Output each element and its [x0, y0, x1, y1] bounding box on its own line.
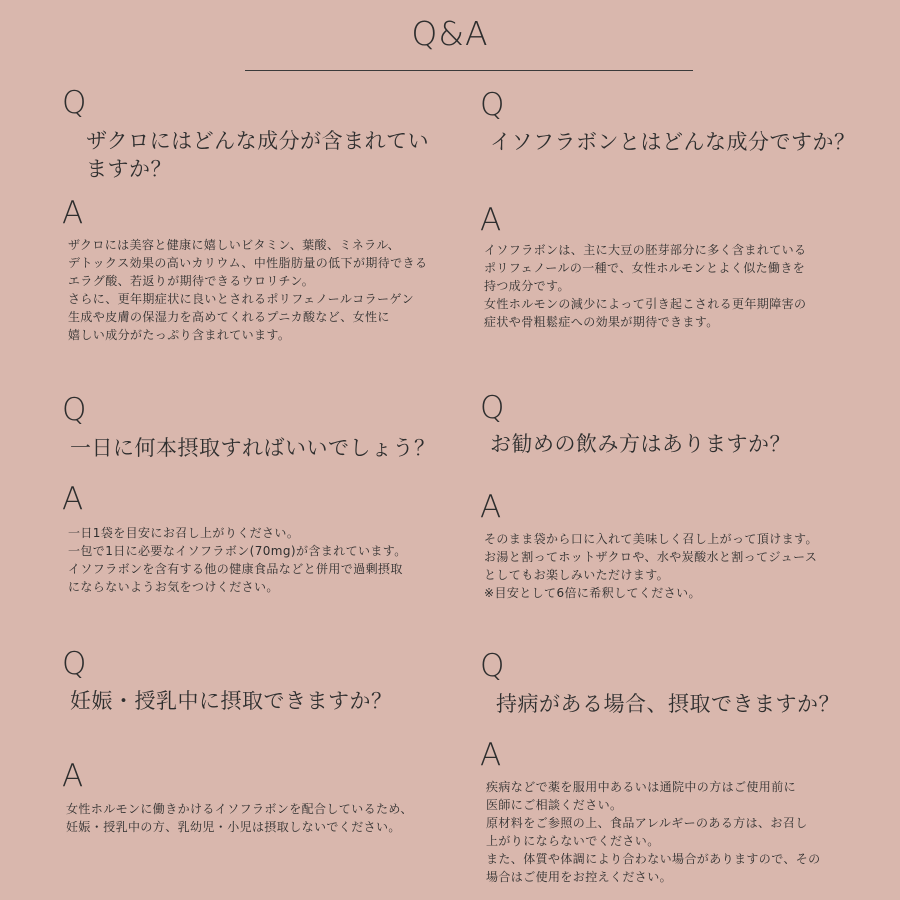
- answer-marker: A: [480, 202, 502, 238]
- answer-marker: A: [480, 737, 502, 773]
- answer-text: イソフラボンは、主に大豆の胚芽部分に多く含まれている ポリフェノールの一種で、女性ホルモンとよく似た働きを 持つ成分です。 女性ホルモンの減少によって引き起こされる更年期障害の 症状や骨粗鬆症への効果が期待できます。: [484, 243, 807, 329]
- question-text: ザクロにはどんな成分が含まれていますか？: [86, 129, 430, 181]
- answer-text: そのまま袋から口に入れて美味しく召し上がって頂けます。 お湯と割ってホットザクロや、水や炭酸水と割ってジュース としてもお楽しみいただけます。 ※目安として6倍に希釈してください。: [484, 532, 818, 600]
- question-text: お勧めの飲み方はありますか？: [490, 432, 791, 456]
- question-marker: Q: [62, 646, 87, 682]
- question-text: 一日に何本摂取すればいいでしょう？: [70, 436, 436, 460]
- question-marker: Q: [480, 87, 505, 123]
- question-text: 持病がある場合、摂取できますか？: [496, 692, 840, 716]
- page-title: Q&A: [411, 14, 489, 53]
- question-marker: Q: [62, 85, 87, 121]
- title-divider: [245, 70, 693, 71]
- question-marker: Q: [480, 390, 505, 426]
- answer-text: 女性ホルモンに働きかけるイソフラボンを配合しているため、 妊娠・授乳中の方、乳幼児・小児は摂取しないでください。: [66, 802, 413, 834]
- answer-marker: A: [480, 489, 502, 525]
- question-text: 妊娠・授乳中に摂取できますか？: [70, 689, 393, 713]
- answer-text: ザクロには美容と健康に嬉しいビタミン、葉酸、ミネラル、 デトックス効果の高いカリウム、中性脂肪量の低下が期待できる エラグ酸、若返りが期待できるウロリチン。 さらに、更年期症状に良いとされるポリフェノールコラーゲン 生成や皮膚の保湿力を高めてくれるプニカ酸など、女性に 嬉しい成分がたっぷり含まれています。: [68, 238, 428, 342]
- answer-text: 一日1袋を目安にお召し上がりください。 一包で1日に必要なイソフラボン(70mg)が含まれています。 イソフラボンを含有する他の健康食品などと併用で過剰摂取 にならないようお気をつけください。: [68, 526, 407, 594]
- question-text: イソフラボンとはどんな成分ですか？: [490, 130, 856, 154]
- answer-marker: A: [62, 195, 84, 231]
- answer-marker: A: [62, 481, 84, 517]
- answer-marker: A: [62, 758, 84, 794]
- question-marker: Q: [480, 648, 505, 684]
- question-marker: Q: [62, 392, 87, 428]
- answer-text: 疾病などで薬を服用中あるいは通院中の方はご使用前に 医師にご相談ください。 原材料をご参照の上、食品アレルギーのある方は、お召し 上がりにならないでください。 また、体質や体調により合わない場合がありますので、その 場合はご使用をお控えください。: [486, 780, 821, 884]
